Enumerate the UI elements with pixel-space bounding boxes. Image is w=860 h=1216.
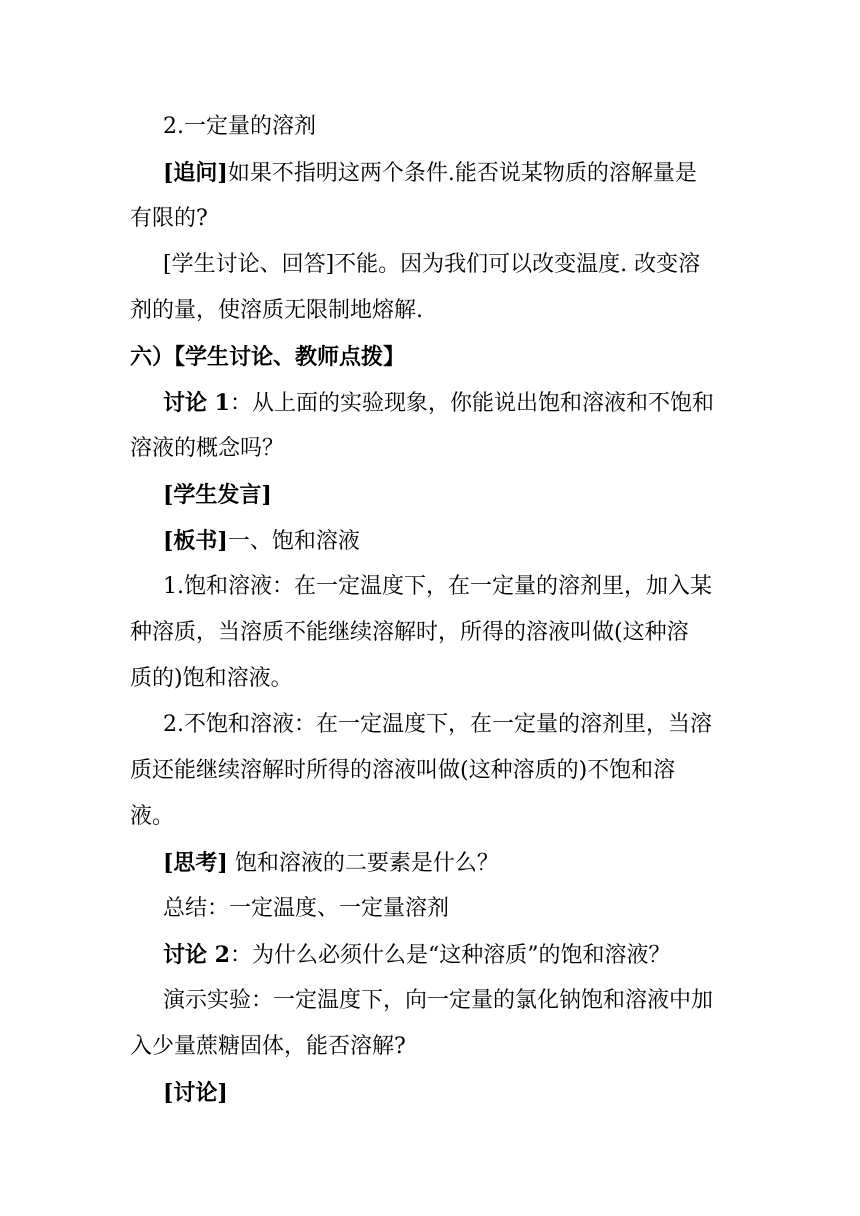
paragraph-saturated-definition-cont-2: 质的)饱和溶液。 <box>130 666 293 691</box>
paragraph-discussion-1-cont: 溶液的概念吗？ <box>130 436 285 461</box>
paragraph-solvent-amount: 2.一定量的溶剂 <box>163 114 316 139</box>
paragraph-student-speech: [学生发言] <box>163 482 272 508</box>
paragraph-follow-up-question-cont: 有限的? <box>130 206 208 231</box>
paragraph-blackboard: [板书]一、饱和溶液 <box>163 528 360 554</box>
paragraph-discussion-2: 讨论 2：为什么必须什么是“这种溶质”的饱和溶液？ <box>163 942 671 968</box>
discussion-1-label: 讨论 1 <box>163 390 230 416</box>
paragraph-saturated-definition-cont-1: 种溶质，当溶质不能继续溶解时，所得的溶液叫做(这种溶 <box>130 620 689 645</box>
paragraph-unsaturated-definition-cont-2: 液。 <box>130 804 175 829</box>
think-label: [思考] <box>163 850 228 876</box>
section-heading-six: 六）【学生讨论、教师点拨】 <box>130 344 406 370</box>
paragraph-demo-experiment-cont: 入少量蔗糖固体，能否溶解? <box>130 1034 406 1059</box>
discussion-2-label: 讨论 2 <box>163 942 230 968</box>
document-page <box>130 104 732 1116</box>
paragraph-think: [思考] 饱和溶液的二要素是什么？ <box>163 850 499 876</box>
paragraph-follow-up-question: [追问]如果不指明这两个条件.能否说某物质的溶解量是 <box>130 150 732 196</box>
paragraph-demo-experiment: 演示实验：一定温度下，向一定量的氯化钠饱和溶液中加 <box>163 988 714 1013</box>
paragraph-discussion-1: 讨论 1：从上面的实验现象，你能说出饱和溶液和不饱和 <box>130 380 732 426</box>
paragraph-student-answer-cont: 剂的量，使溶质无限制地熔解. <box>130 298 423 323</box>
paragraph-unsaturated-definition-cont-1: 质还能继续溶解时所得的溶液叫做(这种溶质的)不饱和溶 <box>130 758 676 783</box>
paragraph-student-answer: [学生讨论、回答]不能。因为我们可以改变温度. 改变溶 <box>163 252 701 277</box>
paragraph-saturated-definition: 1.饱和溶液：在一定温度下，在一定量的溶剂里，加入某 <box>163 574 712 599</box>
paragraph-discussion-label: [讨论] <box>163 1080 228 1106</box>
follow-up-label: [追问] <box>163 160 228 186</box>
paragraph-summary: 总结：一定温度、一定量溶剂 <box>163 896 450 921</box>
blackboard-label: [板书] <box>163 528 228 554</box>
paragraph-unsaturated-definition: 2.不饱和溶液：在一定温度下，在一定量的溶剂里，当溶 <box>163 712 712 737</box>
